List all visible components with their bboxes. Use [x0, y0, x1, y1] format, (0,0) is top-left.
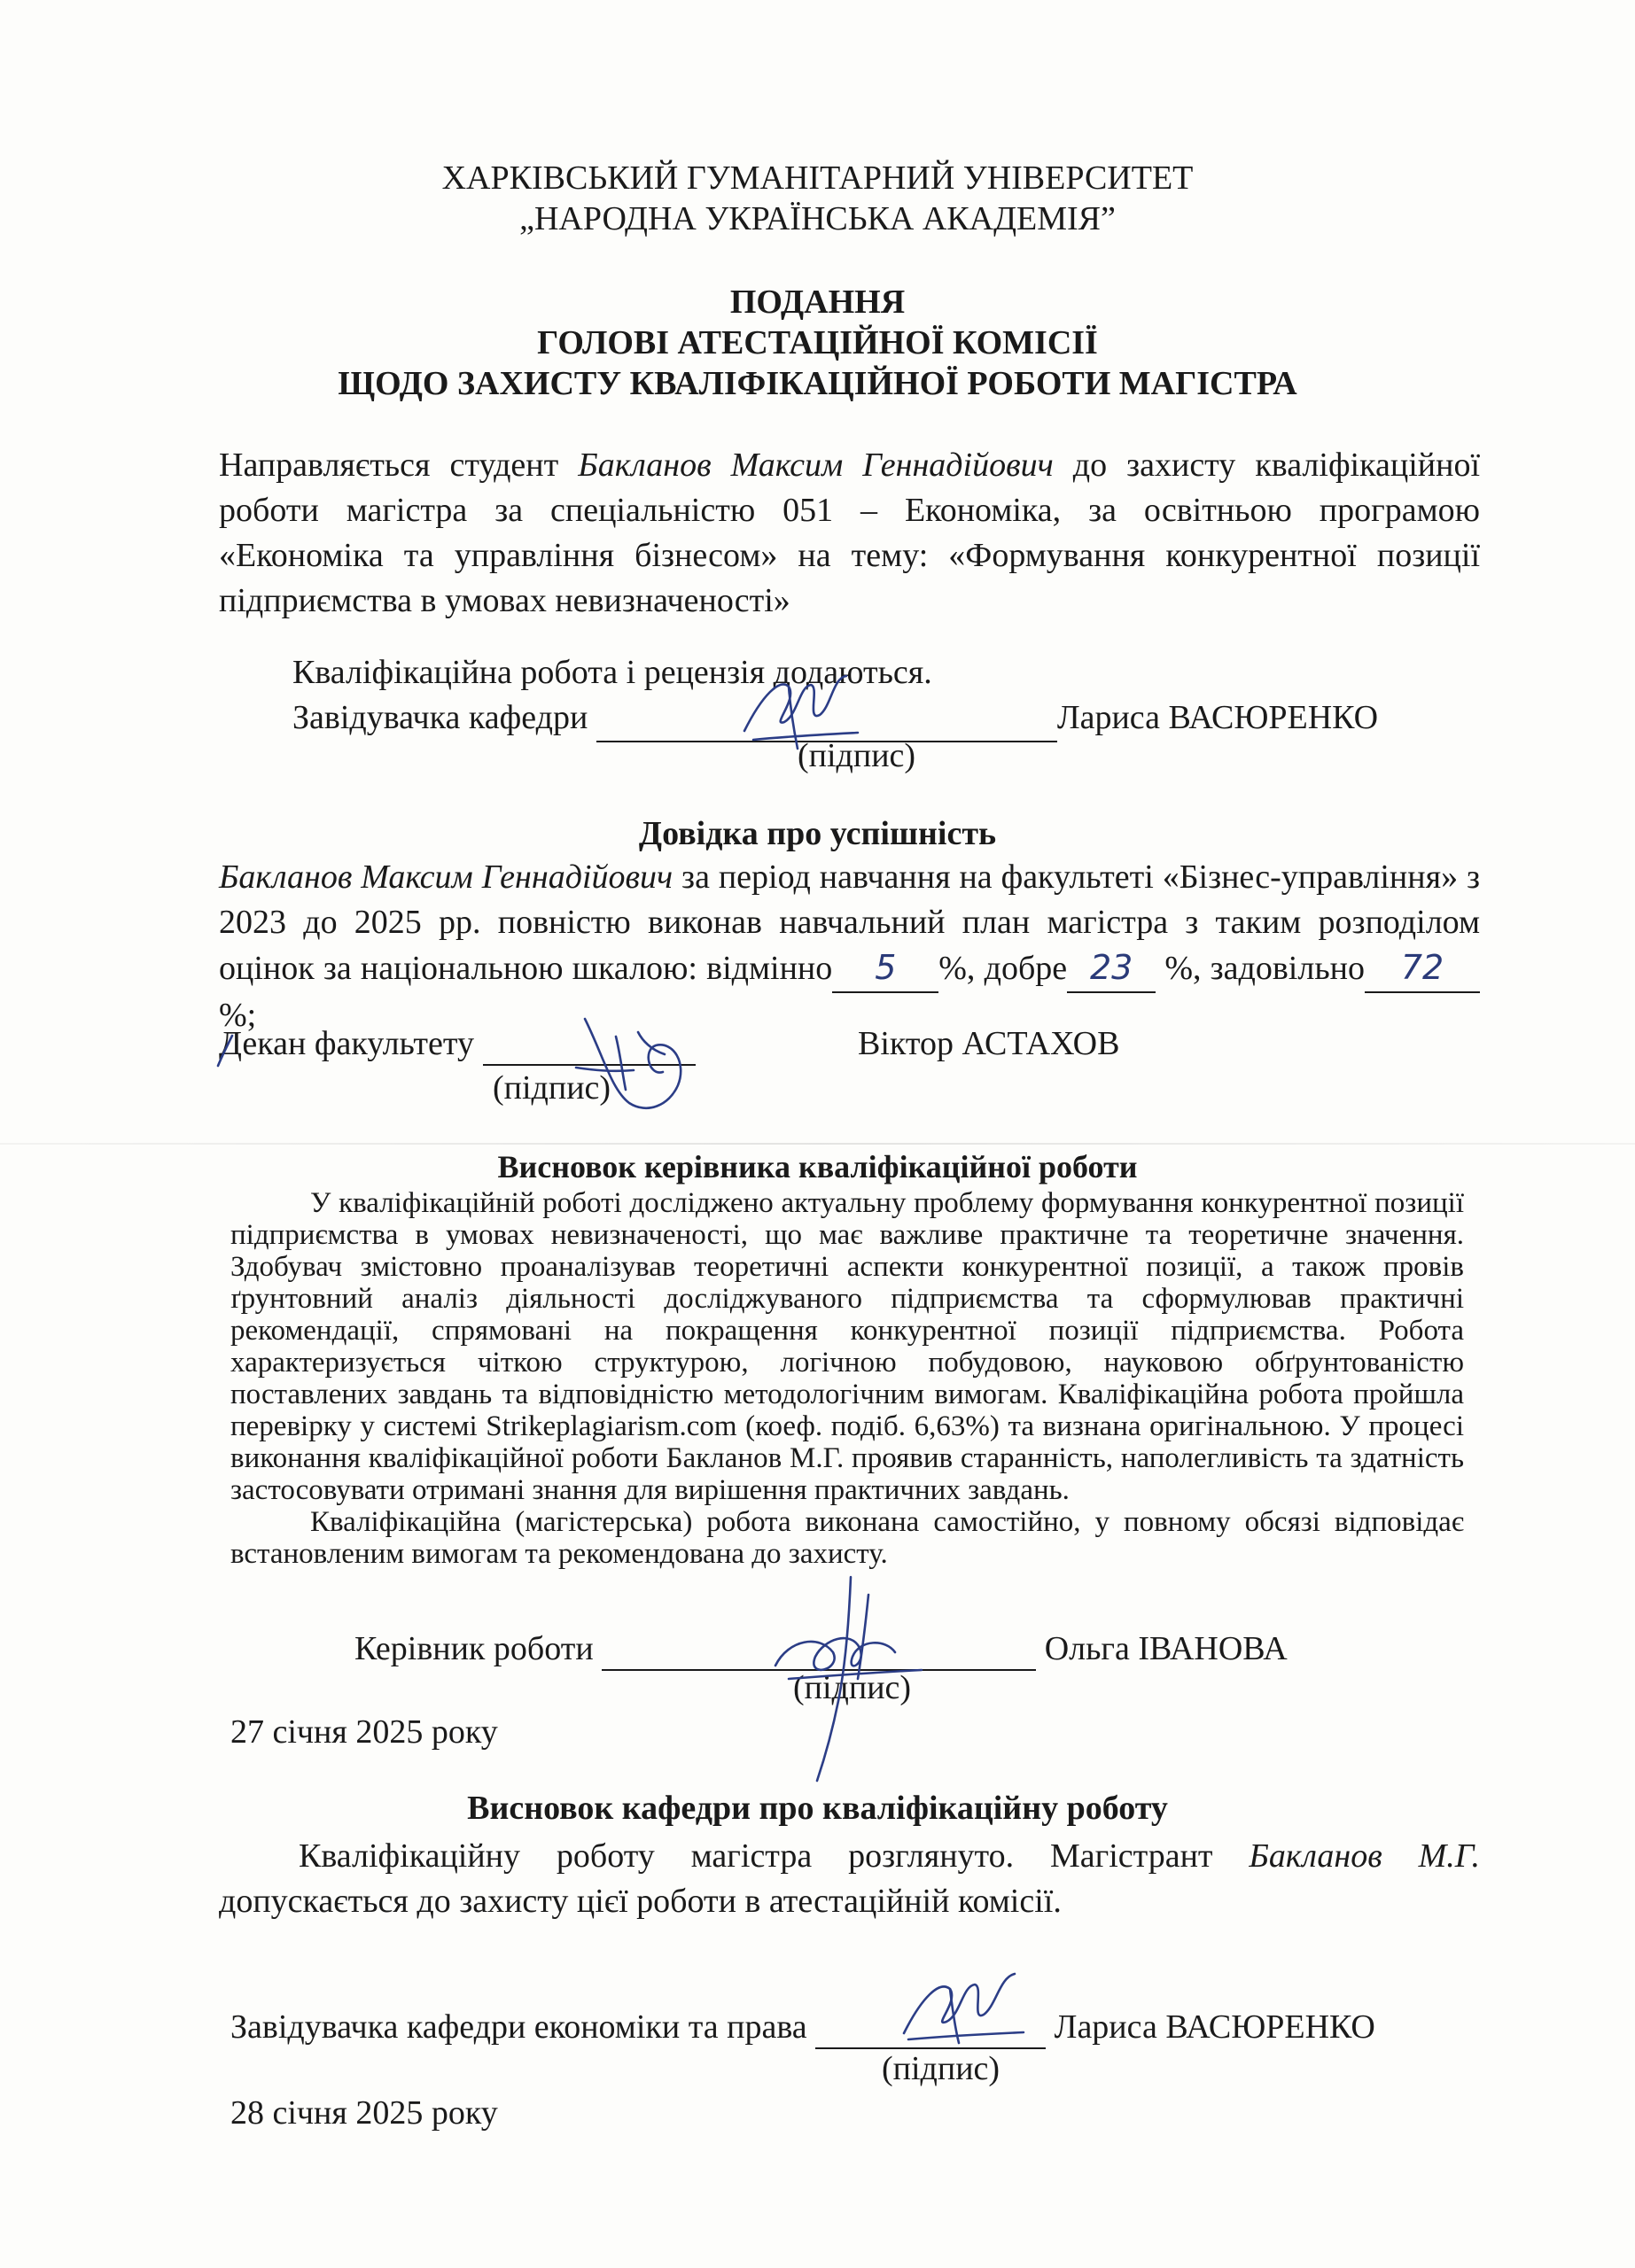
good-value: 23	[1089, 948, 1133, 987]
grades-paragraph	[219, 855, 1480, 1038]
department-text-before: Кваліфікаційну роботу магістра розглянуто. Магістрант	[299, 1837, 1250, 1875]
department-head-signature	[895, 1958, 1028, 2055]
head-name: Лариса ВАСЮРЕНКО	[1056, 699, 1379, 736]
submission-text: до захисту кваліфікаційної роботи магістра за спеціальністю 051 – Економіка, за освітньою програмою «Економіка та управління бізнесом» на тему: «Формування конкурентної позиції підприємства в умовах невизначеності»	[219, 447, 1480, 619]
supervisor-signature-caption: (підпис)	[793, 1669, 912, 1706]
good-field	[1067, 945, 1156, 993]
department-text-after: допускається до захисту цієї роботи в атестаційній комісії.	[219, 1883, 1062, 1920]
academy-name: „НАРОДНА УКРАЇНСЬКА АКАДЕМІЯ”	[519, 200, 1116, 237]
excellent-value: 5	[875, 948, 897, 987]
supervisor-paragraph-2: Кваліфікаційна (магістерська) робота виконана самостійно, у повному обсязі відповідає встановленим вимогам та рекомендована до захисту.	[230, 1506, 1464, 1570]
percent-sign: %,	[938, 950, 976, 987]
grades-text: за період навчання на факультеті «Бізнес-управління» з 2023 до 2025 рр. повністю виконав навчальний план магістра з таким розподілом оцінок за національною шкалою: відмінно	[219, 858, 1480, 987]
department-signature-row	[230, 2007, 1375, 2049]
supervisor-title: Висновок керівника кваліфікаційної роботи	[497, 1149, 1138, 1184]
document-subtitle: ГОЛОВІ АТЕСТАЦІЙНОЇ КОМІСІЇ	[537, 324, 1098, 361]
department-head-name: Лариса ВАСЮРЕНКО	[1054, 2008, 1375, 2046]
good-label: добре	[984, 950, 1068, 987]
submission-prefix: Направляється студент	[219, 447, 559, 484]
dean-name: Віктор АСТАХОВ	[858, 1025, 1120, 1062]
department-student-name: Бакланов М.Г.	[1249, 1837, 1481, 1875]
department-title: Висновок кафедри про кваліфікаційну роботу	[467, 1790, 1168, 1827]
satisfactory-label: %, задовільно	[1156, 950, 1365, 987]
excellent-field	[832, 945, 938, 993]
dean-label: Декан факультету	[219, 1025, 475, 1062]
supervisor-signature	[753, 1568, 930, 1790]
head-label: Завідувачка кафедри	[292, 699, 588, 736]
grades-title: Довідка про успішність	[638, 815, 997, 852]
document-subtitle-2: ЩОДО ЗАХИСТУ КВАЛІФІКАЦІЙНОЇ РОБОТИ МАГІСТРА	[338, 365, 1297, 402]
supervisor-label: Керівник роботи	[354, 1630, 594, 1667]
satisfactory-field	[1365, 945, 1480, 993]
satisfactory-value: 72	[1400, 948, 1444, 987]
department-signature-caption: (підпис)	[882, 2050, 1000, 2087]
grades-student-name: Бакланов Максим Геннадійович	[219, 858, 673, 896]
attachments-note: Кваліфікаційна робота і рецензія додаються.	[292, 654, 932, 691]
department-date: 28 січня 2025 року	[230, 2094, 498, 2132]
supervisor-conclusion	[230, 1187, 1464, 1570]
dean-signature	[567, 1001, 700, 1125]
signature-caption: (підпис)	[798, 737, 916, 774]
supervisor-date: 27 січня 2025 року	[230, 1713, 498, 1751]
document-title: ПОДАННЯ	[729, 284, 906, 321]
submission-paragraph	[219, 443, 1480, 624]
student-name: Бакланов Максим Геннадійович	[578, 447, 1054, 484]
paper-fold-crease	[0, 1143, 1635, 1145]
margin-mark	[213, 1032, 239, 1068]
university-name: ХАРКІВСЬКИЙ ГУМАНІТАРНИЙ УНІВЕРСИТЕТ	[441, 159, 1194, 197]
department-head-label: Завідувачка кафедри економіки та права	[230, 2008, 807, 2046]
head-signature	[736, 660, 860, 757]
department-paragraph	[219, 1834, 1480, 1924]
percent-sign-3: %;	[219, 997, 257, 1034]
supervisor-name: Ольга ІВАНОВА	[1044, 1630, 1288, 1667]
supervisor-paragraph-1: У кваліфікаційній роботі досліджено актуальну проблему формування конкурентної позиції підприємства в умовах невизначеності, що має важливе практичне та теоретичне значення. Здобувач змістовно проаналізував теоретичні аспекти конкурентної позиції, а також провів ґрунтовний аналіз діяльності досліджуваного підприємства та сформулював практичні рекомендації, спрямовані на покращення конкурентної позиції підприємства. Робота характеризується чіткою структурою, логічною побудовою, науковою обґрунтованістю поставлених завдань та відповідністю методологічним вимогам. Кваліфікаційна робота пройшла перевірку у системі Strikeplagiarism.com (коеф. подіб. 6,63%) та визнана оригінальною. У процесі виконання кваліфікаційної роботи Бакланов М.Г. проявив старанність, наполегливість та здатність застосовувати отримані знання для вирішення практичних завдань.	[230, 1187, 1464, 1506]
dean-signature-caption: (підпис)	[493, 1069, 611, 1107]
